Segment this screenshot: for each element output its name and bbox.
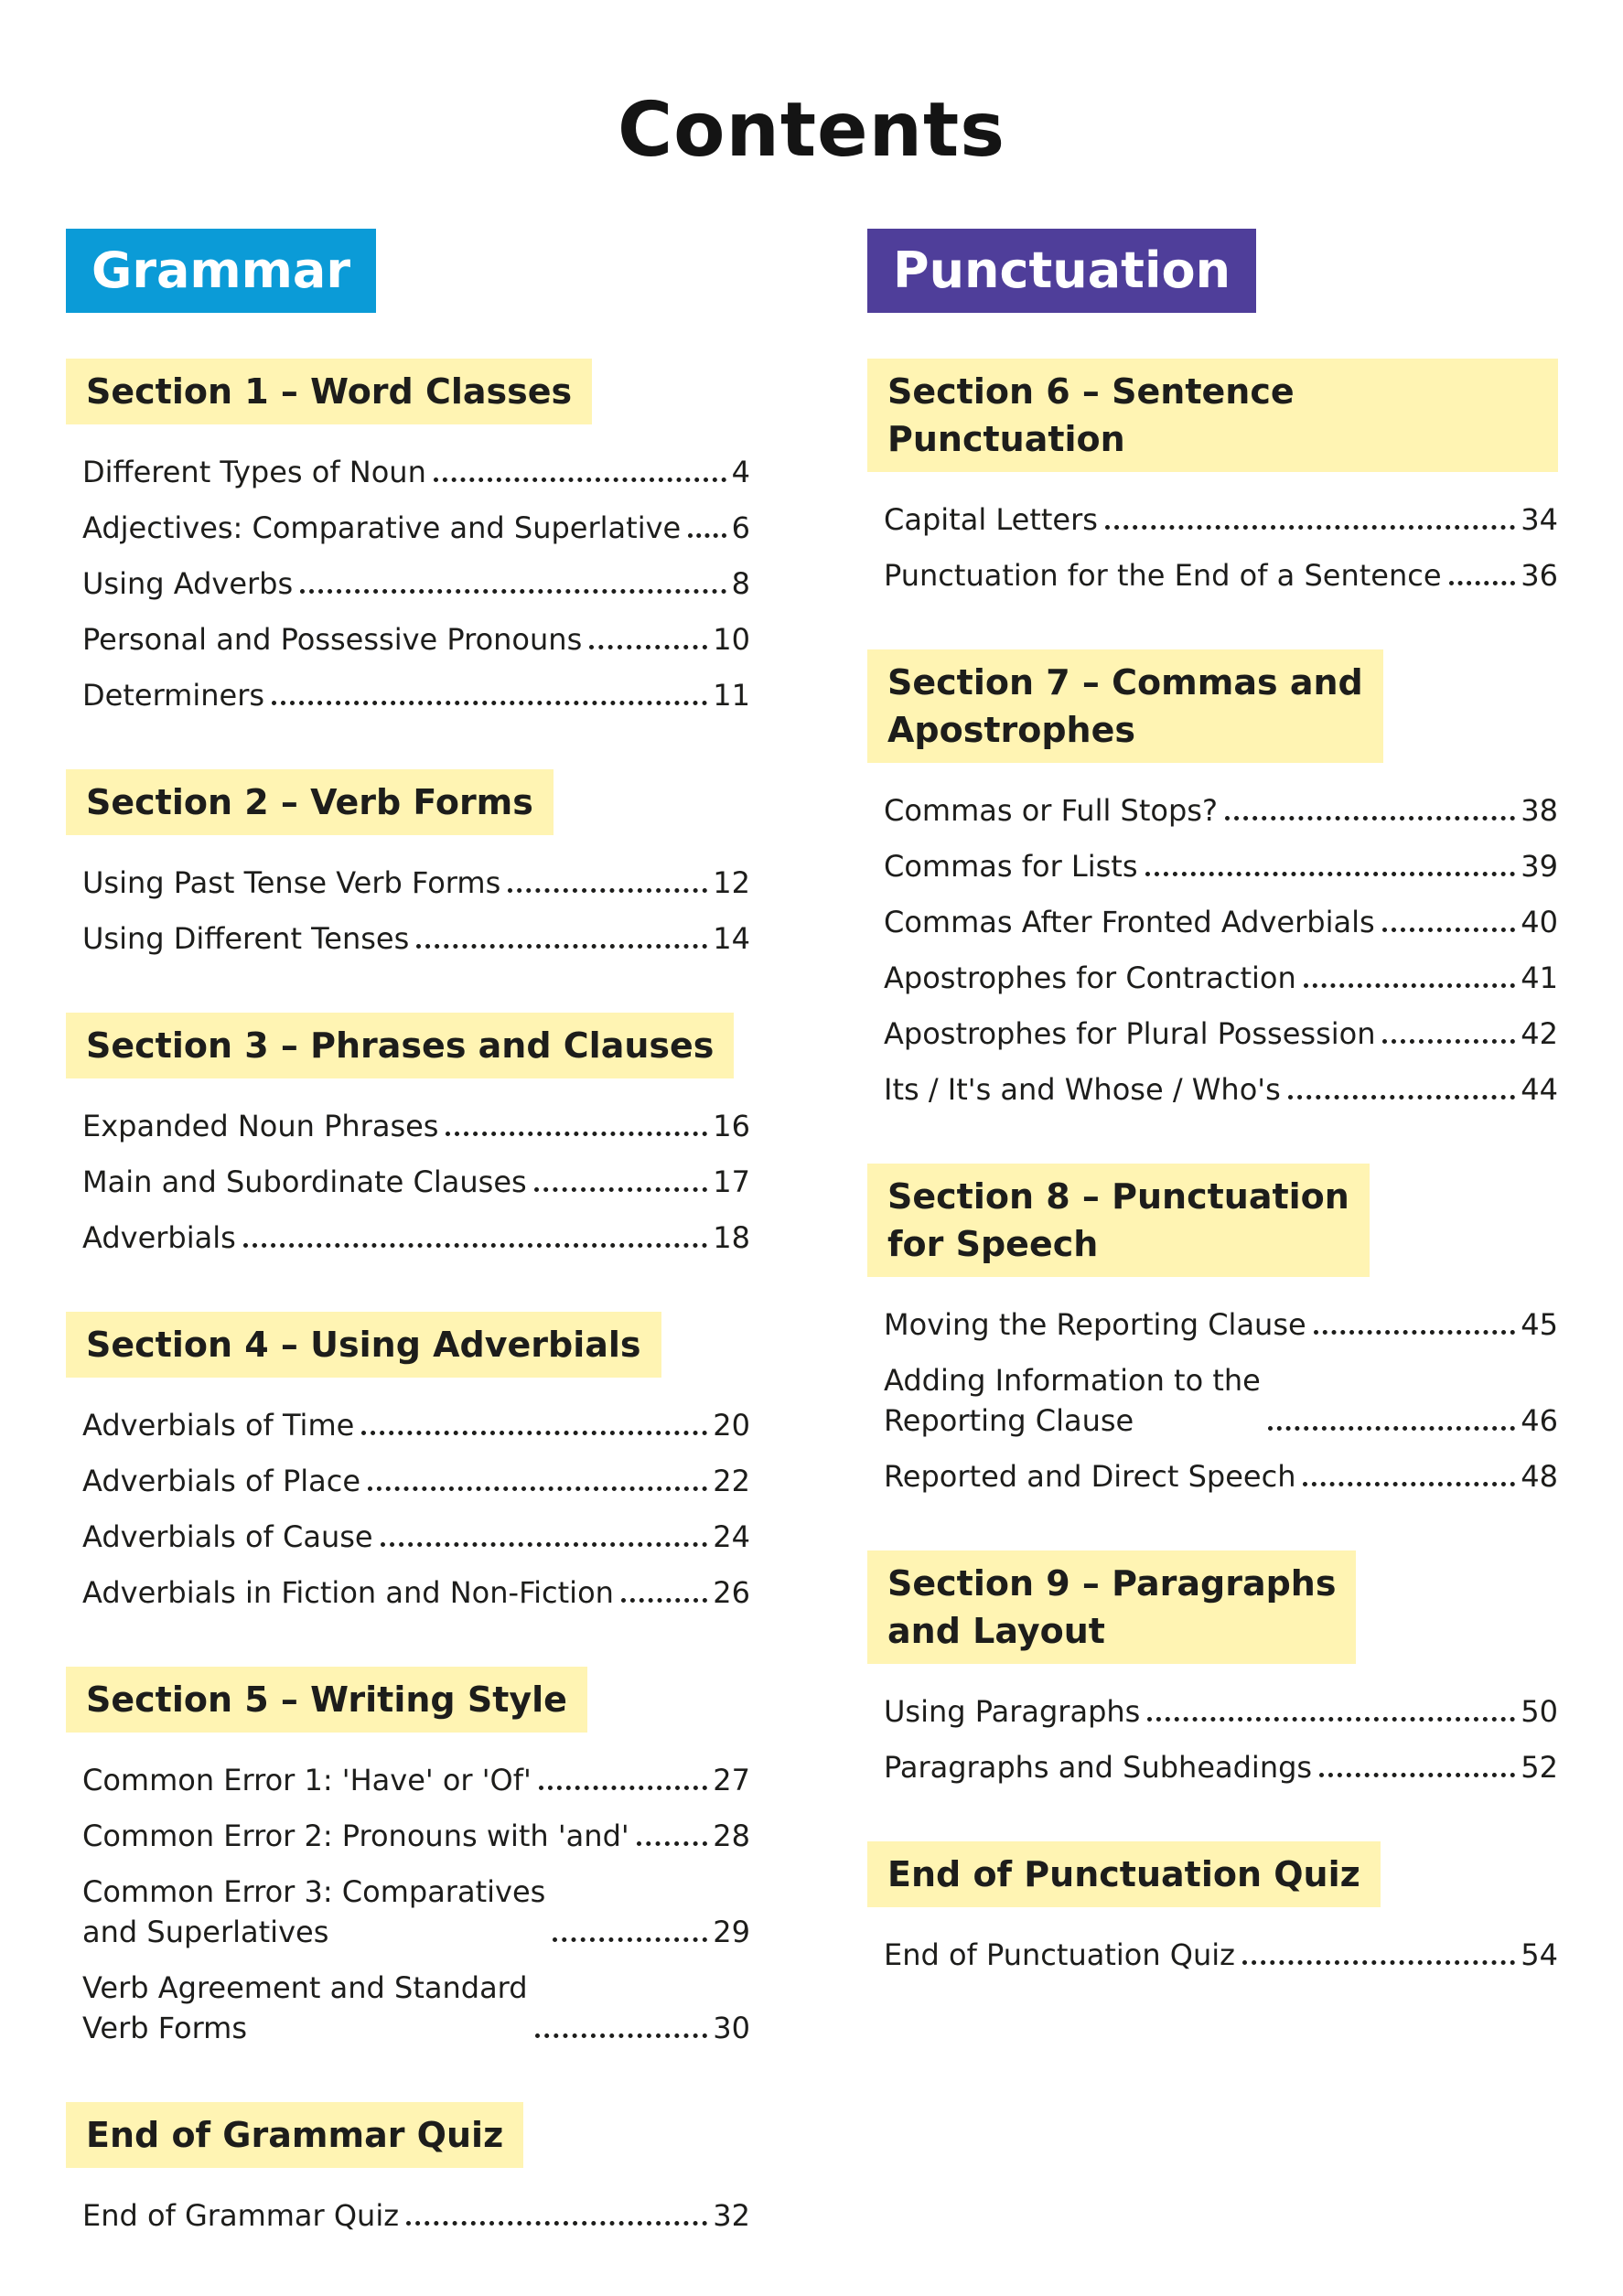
dot-leader [381,1542,708,1547]
entry-page-number: 10 [713,622,750,657]
section-heading [867,1550,1356,1664]
entry-list [66,445,750,724]
section-heading [66,1312,661,1378]
entry-title: Using Paragraphs [884,1694,1141,1729]
dot-leader [1268,1426,1515,1431]
dot-leader [1225,816,1515,821]
entry-title: Capital Letters [884,502,1098,537]
section-heading [867,1841,1381,1907]
dot-leader [1449,581,1516,585]
section-block [867,359,1558,604]
toc-entry[interactable] [867,783,1558,839]
entry-page-number: 36 [1521,558,1558,593]
dot-leader [243,1243,707,1248]
section-heading-text: End of Grammar Quiz [86,2115,504,2155]
entry-list [867,1684,1558,1796]
section-heading-text-line2: for Speech [887,1224,1099,1264]
entry-title: Common Error 2: Pronouns with 'and' [82,1819,629,1853]
grammar-banner: Grammar [66,229,376,313]
dot-leader [300,589,726,594]
toc-entry[interactable] [66,612,750,668]
entry-title: Adverbials of Cause [82,1519,373,1554]
section-heading-text-line2: Apostrophes [887,710,1135,750]
entry-title: Verb Agreement and Standard Verb Forms [82,1970,528,2045]
toc-entry[interactable] [66,445,750,500]
grammar-column [66,229,750,2290]
entry-list [867,1927,1558,1983]
entry-page-number: 8 [731,566,750,601]
entry-page-number: 34 [1521,502,1558,537]
punctuation-banner: Punctuation [867,229,1256,313]
entry-page-number: 20 [713,1408,750,1443]
section-heading-text: Section 5 – Writing Style [86,1679,567,1720]
entry-page-number: 12 [713,865,750,900]
section-block [867,649,1558,1118]
entry-title: Adjectives: Comparative and Superlative [82,510,682,545]
entry-page-number: 32 [713,2198,750,2233]
section-heading-text: Section 1 – Word Classes [86,371,573,412]
toc-entry[interactable] [867,895,1558,950]
dot-leader [1147,1717,1515,1722]
entry-title: Adverbials of Time [82,1408,355,1443]
dot-leader [406,2221,707,2226]
toc-entry[interactable] [66,1960,750,2056]
toc-entry[interactable] [867,1927,1558,1983]
section-block [66,359,750,724]
page-title: Contents [617,87,1006,174]
entry-page-number: 39 [1521,849,1558,884]
grammar-sections [66,359,750,2244]
toc-entry[interactable] [66,1398,750,1454]
dot-leader [416,944,707,949]
dot-leader [535,2033,708,2038]
entry-page-number: 46 [1521,1403,1558,1438]
dot-leader [621,1598,707,1603]
dot-leader [1145,872,1516,876]
entry-page-number: 17 [713,1164,750,1199]
entry-title: Adverbials in Fiction and Non-Fiction [82,1575,614,1610]
dot-leader [637,1841,708,1846]
entry-title: Using Past Tense Verb Forms [82,865,501,900]
entry-page-number: 26 [713,1575,750,1610]
punctuation-column [867,229,1558,2029]
entry-title: Apostrophes for Plural Possession [884,1016,1376,1051]
dot-leader [1382,1039,1515,1044]
entry-title: Moving the Reporting Clause [884,1307,1306,1342]
dot-leader [446,1132,707,1136]
entry-page-number: 14 [713,921,750,956]
entry-title: Common Error 1: 'Have' or 'Of' [82,1763,532,1797]
dot-leader [368,1486,707,1491]
entry-list [66,1398,750,1621]
dot-leader [1382,928,1516,932]
punctuation-sections [867,359,1558,1983]
entry-page-number: 24 [713,1519,750,1554]
entry-page-number: 29 [713,1915,750,1949]
entry-page-number: 11 [713,678,750,713]
section-heading [66,1013,734,1078]
entry-page-number: 48 [1521,1459,1558,1494]
entry-title: Personal and Possessive Pronouns [82,622,583,657]
entry-list [66,855,750,967]
entry-page-number: 16 [713,1109,750,1143]
toc-entry[interactable] [66,500,750,556]
section-heading [867,1164,1370,1277]
section-heading [66,359,592,424]
toc-entry[interactable] [66,855,750,911]
section-block [66,1312,750,1621]
section-heading [867,649,1383,763]
toc-entry[interactable] [66,1565,750,1621]
toc-entry[interactable] [66,1210,750,1266]
dot-leader [589,645,707,649]
section-heading [66,1667,587,1733]
entry-list [867,783,1558,1118]
toc-entry[interactable] [66,911,750,967]
entry-title: Using Different Tenses [82,921,410,956]
toc-entry[interactable] [867,1353,1558,1449]
entry-title: Different Types of Noun [82,455,426,489]
toc-entry[interactable] [66,1864,750,1960]
entry-page-number: 6 [731,510,750,545]
toc-entry[interactable] [66,2188,750,2244]
dot-leader [553,1937,707,1942]
entry-page-number: 30 [713,2011,750,2045]
section-heading-text: Section 6 – Sentence Punctuation [887,371,1295,459]
section-block [867,1550,1558,1796]
entry-title: Commas for Lists [884,849,1138,884]
entry-page-number: 40 [1521,905,1558,939]
entry-page-number: 54 [1521,1937,1558,1972]
entry-title: Commas or Full Stops? [884,793,1218,828]
entry-title: Apostrophes for Contraction [884,960,1296,995]
entry-page-number: 45 [1521,1307,1558,1342]
dot-leader [1319,1773,1515,1777]
toc-entry[interactable] [867,1684,1558,1740]
entry-title: Adverbials [82,1220,236,1255]
section-block [66,2102,750,2244]
section-heading-text: Section 3 – Phrases and Clauses [86,1025,715,1066]
dot-leader [1288,1095,1516,1100]
entry-title: Its / It's and Whose / Who's [884,1072,1281,1107]
toc-entry[interactable] [867,492,1558,548]
entry-list [66,1753,750,2056]
toc-entry[interactable] [66,1454,750,1509]
section-heading-text: Section 4 – Using Adverbials [86,1325,641,1365]
section-heading-text: Section 8 – Punctuation [887,1176,1349,1217]
entry-page-number: 41 [1521,960,1558,995]
dot-leader [272,701,707,705]
entry-page-number: 38 [1521,793,1558,828]
entry-title: Expanded Noun Phrases [82,1109,439,1143]
entry-title: Adverbials of Place [82,1464,361,1498]
entry-page-number: 18 [713,1220,750,1255]
dot-leader [508,888,707,893]
toc-entry[interactable] [867,1062,1558,1118]
section-block [66,1013,750,1266]
entry-page-number: 52 [1521,1750,1558,1785]
toc-entry[interactable] [66,1154,750,1210]
entry-page-number: 22 [713,1464,750,1498]
section-block [867,1164,1558,1505]
toc-entry[interactable] [66,1753,750,1808]
toc-entry[interactable] [867,950,1558,1006]
dot-leader [361,1431,707,1435]
entry-title: Determiners [82,678,265,713]
entry-page-number: 28 [713,1819,750,1853]
section-heading [66,769,554,835]
dot-leader [688,533,726,538]
section-heading [66,2102,523,2168]
toc-entry[interactable] [867,1006,1558,1062]
toc-entry[interactable] [66,1099,750,1154]
section-heading-text: End of Punctuation Quiz [887,1854,1360,1894]
section-block [867,1841,1558,1983]
toc-entry[interactable] [867,1740,1558,1796]
dot-leader [1303,1482,1515,1486]
entry-title: Common Error 3: Comparatives and Superlatives [82,1874,546,1949]
entry-page-number: 42 [1521,1016,1558,1051]
entry-title: Main and Subordinate Clauses [82,1164,527,1199]
section-heading-text: Section 9 – Paragraphs [887,1563,1337,1604]
dot-leader [539,1786,707,1790]
dot-leader [1242,1960,1515,1965]
entry-page-number: 4 [731,455,750,489]
entry-title: Paragraphs and Subheadings [884,1750,1313,1785]
dot-leader [434,477,726,482]
entry-title: Punctuation for the End of a Sentence [884,558,1442,593]
entry-list [867,492,1558,604]
entry-title: End of Punctuation Quiz [884,1937,1235,1972]
entry-list [66,1099,750,1266]
section-heading [867,359,1558,472]
toc-entry[interactable] [66,1808,750,1864]
dot-leader [534,1187,708,1192]
toc-entry[interactable] [867,548,1558,604]
dot-leader [1105,525,1515,530]
entry-list [66,2188,750,2244]
dot-leader [1304,983,1516,988]
toc-entry[interactable] [867,1449,1558,1505]
entry-list [867,1297,1558,1505]
section-heading-text-line2: and Layout [887,1611,1105,1651]
entry-page-number: 50 [1521,1694,1558,1729]
toc-entry[interactable] [867,839,1558,895]
entry-title: End of Grammar Quiz [82,2198,399,2233]
section-heading-text: Section 7 – Commas and [887,662,1363,703]
toc-entry[interactable] [66,556,750,612]
section-block [66,769,750,967]
toc-entry[interactable] [66,668,750,724]
entry-page-number: 27 [713,1763,750,1797]
entry-page-number: 44 [1521,1072,1558,1107]
toc-entry[interactable] [66,1509,750,1565]
dot-leader [1314,1330,1516,1335]
entry-title: Adding Information to the Reporting Clause [884,1363,1261,1438]
section-block [66,1667,750,2056]
entry-title: Reported and Direct Speech [884,1459,1296,1494]
section-heading-text: Section 2 – Verb Forms [86,782,533,822]
toc-entry[interactable] [867,1297,1558,1353]
entry-title: Using Adverbs [82,566,294,601]
entry-title: Commas After Fronted Adverbials [884,905,1375,939]
